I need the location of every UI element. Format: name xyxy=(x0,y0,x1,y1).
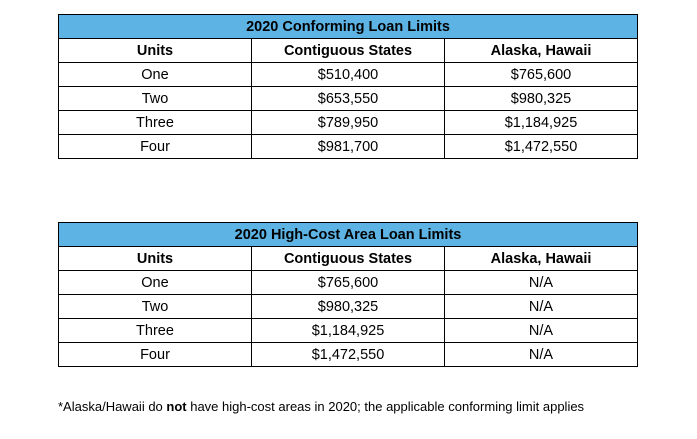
cell-units: Four xyxy=(59,135,252,159)
table-header-row xyxy=(59,247,638,271)
table-title-row xyxy=(59,223,638,247)
table-row xyxy=(59,111,638,135)
cell-alaska-hawaii: N/A xyxy=(445,295,638,319)
cell-contiguous-states: $765,600 xyxy=(252,271,445,295)
cell-alaska-hawaii: $765,600 xyxy=(445,63,638,87)
footnote-text-part1: *Alaska/Hawaii do xyxy=(58,399,167,414)
high-cost-area-loan-limits-table xyxy=(58,222,638,367)
table-row xyxy=(59,271,638,295)
column-header-units: Units xyxy=(59,247,252,271)
footnote-text-part2: have high-cost areas in 2020; the applicable conforming limit applies xyxy=(186,399,585,414)
cell-alaska-hawaii: $1,472,550 xyxy=(445,135,638,159)
cell-units: One xyxy=(59,271,252,295)
cell-contiguous-states: $653,550 xyxy=(252,87,445,111)
high-cost-area-loan-limits-table-wrapper xyxy=(58,222,638,367)
cell-units: Two xyxy=(59,87,252,111)
cell-contiguous-states: $1,184,925 xyxy=(252,319,445,343)
cell-contiguous-states: $981,700 xyxy=(252,135,445,159)
column-header-contiguous-states: Contiguous States xyxy=(252,39,445,63)
cell-units: Three xyxy=(59,319,252,343)
conforming-loan-limits-table-wrapper xyxy=(58,14,638,159)
column-header-alaska-hawaii: Alaska, Hawaii xyxy=(445,39,638,63)
table-title: 2020 High-Cost Area Loan Limits xyxy=(59,223,638,247)
table-row xyxy=(59,319,638,343)
cell-units: Four xyxy=(59,343,252,367)
footnote-emphasis: not xyxy=(166,399,187,414)
cell-units: Three xyxy=(59,111,252,135)
table-header-row xyxy=(59,39,638,63)
table-row xyxy=(59,63,638,87)
footnote xyxy=(58,399,658,414)
table-row xyxy=(59,87,638,111)
table-row xyxy=(59,343,638,367)
cell-contiguous-states: $510,400 xyxy=(252,63,445,87)
cell-alaska-hawaii: $980,325 xyxy=(445,87,638,111)
cell-contiguous-states: $1,472,550 xyxy=(252,343,445,367)
cell-units: Two xyxy=(59,295,252,319)
conforming-loan-limits-table xyxy=(58,14,638,159)
column-header-units: Units xyxy=(59,39,252,63)
table-row xyxy=(59,295,638,319)
cell-alaska-hawaii: $1,184,925 xyxy=(445,111,638,135)
cell-alaska-hawaii: N/A xyxy=(445,343,638,367)
cell-contiguous-states: $980,325 xyxy=(252,295,445,319)
column-header-alaska-hawaii: Alaska, Hawaii xyxy=(445,247,638,271)
cell-alaska-hawaii: N/A xyxy=(445,271,638,295)
cell-alaska-hawaii: N/A xyxy=(445,319,638,343)
cell-units: One xyxy=(59,63,252,87)
table-title: 2020 Conforming Loan Limits xyxy=(59,15,638,39)
table-title-row xyxy=(59,15,638,39)
column-header-contiguous-states: Contiguous States xyxy=(252,247,445,271)
table-row xyxy=(59,135,638,159)
cell-contiguous-states: $789,950 xyxy=(252,111,445,135)
